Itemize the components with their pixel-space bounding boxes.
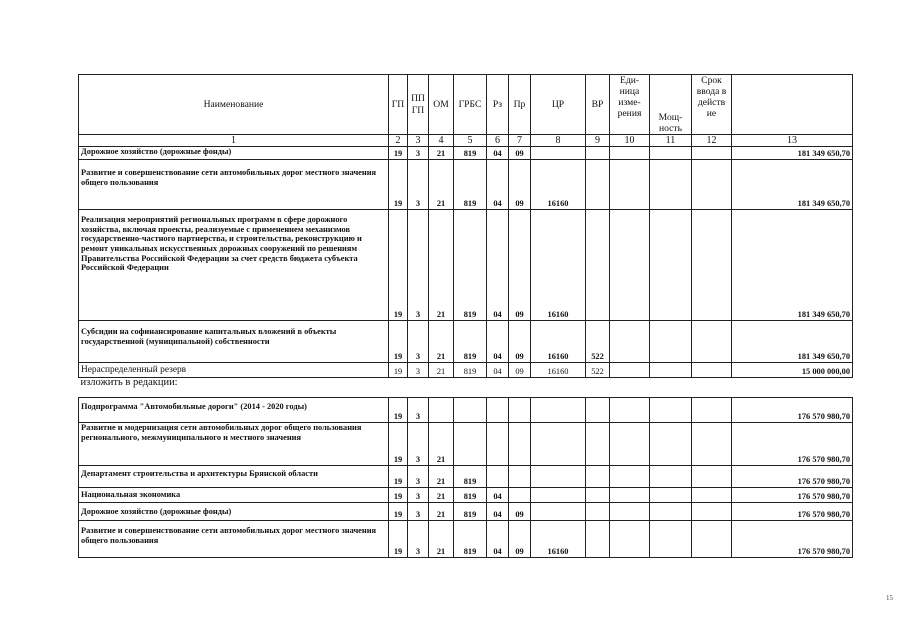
row-term [692, 210, 732, 321]
row-grbs [454, 423, 487, 466]
table-row [79, 521, 853, 558]
row-amount: 181 349 650,70 [732, 210, 853, 321]
col-header-om: ОМ [429, 75, 454, 135]
row-rz: 04 [487, 147, 509, 160]
row-unit [610, 423, 650, 466]
row-rz: 04 [487, 521, 509, 558]
row-vr [586, 466, 610, 488]
row-unit [610, 160, 650, 210]
row-grbs: 819 [454, 210, 487, 321]
row-ppgp: 3 [408, 321, 429, 363]
col-header-ppgp: ПП ГП [408, 75, 429, 135]
row-pr: 09 [509, 363, 531, 378]
column-number: 4 [429, 135, 454, 147]
row-amount: 181 349 650,70 [732, 160, 853, 210]
row-rz [487, 466, 509, 488]
row-om: 21 [429, 488, 454, 503]
column-number: 11 [650, 135, 692, 147]
table-row [79, 210, 853, 321]
row-pr: 09 [509, 160, 531, 210]
row-grbs: 819 [454, 160, 487, 210]
row-amount: 176 570 980,70 [732, 398, 853, 423]
col-header-rz: Рз [487, 75, 509, 135]
column-number: 9 [586, 135, 610, 147]
row-power [650, 521, 692, 558]
row-cs: 16160 [531, 160, 586, 210]
row-vr: 522 [586, 363, 610, 378]
row-om [429, 398, 454, 423]
row-cs [531, 147, 586, 160]
row-pr: 09 [509, 503, 531, 521]
row-vr [586, 147, 610, 160]
row-om: 21 [429, 321, 454, 363]
table-row [79, 363, 853, 378]
row-cs [531, 466, 586, 488]
row-ppgp: 3 [408, 398, 429, 423]
column-number: 13 [732, 135, 853, 147]
row-gp: 19 [389, 398, 408, 423]
header-row [79, 75, 853, 135]
row-ppgp: 3 [408, 160, 429, 210]
row-vr [586, 210, 610, 321]
row-term [692, 160, 732, 210]
row-gp: 19 [389, 210, 408, 321]
row-ppgp: 3 [408, 423, 429, 466]
row-name: Субсидии на софинансирование капитальных вложений в объекты государственной (муниципальной) собственности [79, 321, 389, 363]
row-gp: 19 [389, 321, 408, 363]
row-unit [610, 363, 650, 378]
row-power [650, 160, 692, 210]
row-power [650, 423, 692, 466]
row-name: Развитие и совершенствование сети автомобильных дорог местного значения общего пользования [79, 521, 389, 558]
row-om: 21 [429, 466, 454, 488]
row-rz [487, 423, 509, 466]
row-pr: 09 [509, 521, 531, 558]
table-row [79, 147, 853, 160]
column-number-row [79, 135, 853, 147]
row-gp: 19 [389, 160, 408, 210]
row-unit [610, 321, 650, 363]
row-grbs: 819 [454, 488, 487, 503]
row-amount: 176 570 980,70 [732, 466, 853, 488]
row-amount: 176 570 980,70 [732, 521, 853, 558]
column-number: 2 [389, 135, 408, 147]
row-cs: 16160 [531, 321, 586, 363]
col-header-vr: ВР [586, 75, 610, 135]
row-ppgp: 3 [408, 210, 429, 321]
row-power [650, 488, 692, 503]
row-grbs: 819 [454, 363, 487, 378]
row-om: 21 [429, 423, 454, 466]
row-name: Развитие и модернизация сети автомобильных дорог общего пользования регионального, межмуниципального и местного значения [79, 423, 389, 466]
column-number: 3 [408, 135, 429, 147]
row-cs [531, 503, 586, 521]
row-ppgp: 3 [408, 503, 429, 521]
row-vr: 522 [586, 321, 610, 363]
row-term [692, 466, 732, 488]
row-cs [531, 398, 586, 423]
col-header-power: Мощ- ность [650, 75, 692, 135]
budget-table [78, 74, 853, 558]
column-number: 5 [454, 135, 487, 147]
row-term [692, 363, 732, 378]
table-row [79, 398, 853, 423]
table-row [79, 160, 853, 210]
table-row [79, 321, 853, 363]
row-rz: 04 [487, 321, 509, 363]
row-unit [610, 147, 650, 160]
row-amount: 176 570 980,70 [732, 423, 853, 466]
row-rz: 04 [487, 210, 509, 321]
row-ppgp: 3 [408, 363, 429, 378]
row-grbs: 819 [454, 466, 487, 488]
row-om: 21 [429, 503, 454, 521]
row-amount: 176 570 980,70 [732, 503, 853, 521]
table-row [79, 423, 853, 466]
row-name: Дорожное хозяйство (дорожные фонды) [79, 147, 389, 160]
col-header-grbs: ГРБС [454, 75, 487, 135]
row-term [692, 321, 732, 363]
table-row [79, 466, 853, 488]
row-grbs: 819 [454, 321, 487, 363]
row-power [650, 363, 692, 378]
replacement-note: изложить в редакции: [80, 377, 178, 388]
row-term [692, 398, 732, 423]
row-vr [586, 160, 610, 210]
row-amount: 15 000 000,00 [732, 363, 853, 378]
col-header-unit: Еди- ница изме- рения [610, 75, 650, 135]
row-grbs: 819 [454, 521, 487, 558]
row-rz [487, 398, 509, 423]
row-power [650, 503, 692, 521]
column-number: 1 [79, 135, 389, 147]
row-ppgp: 3 [408, 488, 429, 503]
row-cs: 16160 [531, 210, 586, 321]
row-unit [610, 503, 650, 521]
row-unit [610, 466, 650, 488]
row-amount: 176 570 980,70 [732, 488, 853, 503]
row-unit [610, 210, 650, 321]
row-gp: 19 [389, 488, 408, 503]
row-gp: 19 [389, 521, 408, 558]
table-row [79, 503, 853, 521]
col-header-gp: ГП [389, 75, 408, 135]
row-pr [509, 488, 531, 503]
row-unit [610, 398, 650, 423]
row-grbs: 819 [454, 503, 487, 521]
row-unit [610, 488, 650, 503]
row-pr [509, 466, 531, 488]
row-gp: 19 [389, 147, 408, 160]
row-name: Развитие и совершенствование сети автомобильных дорог местного значения общего пользования [79, 160, 389, 210]
row-om: 21 [429, 521, 454, 558]
col-header-amount [732, 75, 853, 135]
row-gp: 19 [389, 363, 408, 378]
row-term [692, 488, 732, 503]
row-term [692, 503, 732, 521]
column-number: 12 [692, 135, 732, 147]
row-cs: 16160 [531, 363, 586, 378]
row-power [650, 466, 692, 488]
row-pr: 09 [509, 321, 531, 363]
row-om: 21 [429, 210, 454, 321]
row-power [650, 210, 692, 321]
row-pr [509, 398, 531, 423]
row-gp: 19 [389, 466, 408, 488]
row-name: Нераспределенный резерв [79, 363, 389, 378]
row-cs [531, 488, 586, 503]
column-number: 7 [509, 135, 531, 147]
row-vr [586, 521, 610, 558]
row-pr: 09 [509, 210, 531, 321]
row-grbs: 819 [454, 147, 487, 160]
row-unit [610, 521, 650, 558]
row-name: Национальная экономика [79, 488, 389, 503]
row-vr [586, 488, 610, 503]
row-om: 21 [429, 363, 454, 378]
row-om: 21 [429, 147, 454, 160]
row-rz: 04 [487, 160, 509, 210]
row-rz: 04 [487, 503, 509, 521]
row-gp: 19 [389, 503, 408, 521]
col-header-cs: ЦР [531, 75, 586, 135]
row-ppgp: 3 [408, 147, 429, 160]
row-vr [586, 423, 610, 466]
row-gp: 19 [389, 423, 408, 466]
col-header-term: Срок ввода в действ ие [692, 75, 732, 135]
row-amount: 181 349 650,70 [732, 321, 853, 363]
row-cs: 16160 [531, 521, 586, 558]
row-power [650, 398, 692, 423]
row-vr [586, 398, 610, 423]
row-grbs [454, 398, 487, 423]
row-ppgp: 3 [408, 521, 429, 558]
row-rz: 04 [487, 363, 509, 378]
page-number: 15 [886, 594, 893, 602]
table-row [79, 488, 853, 503]
row-name: Подпрограмма "Автомобильные дороги" (2014 - 2020 годы) [79, 398, 389, 423]
row-power [650, 321, 692, 363]
row-term [692, 423, 732, 466]
column-number: 6 [487, 135, 509, 147]
row-power [650, 147, 692, 160]
row-ppgp: 3 [408, 466, 429, 488]
row-name: Дорожное хозяйство (дорожные фонды) [79, 503, 389, 521]
row-om: 21 [429, 160, 454, 210]
row-name: Департамент строительства и архитектуры Брянской области [79, 466, 389, 488]
row-vr [586, 503, 610, 521]
col-header-pr: Пр [509, 75, 531, 135]
note-row [79, 378, 853, 398]
column-number: 8 [531, 135, 586, 147]
row-amount: 181 349 650,70 [732, 147, 853, 160]
row-term [692, 521, 732, 558]
row-cs [531, 423, 586, 466]
column-number: 10 [610, 135, 650, 147]
row-name: Реализация мероприятий региональных программ в сфере дорожного хозяйства, включая проекты, реализуемые с применением механизмов государственно-частного партнерства, и строительства, реконструкцию и ремонт уникальных искусственных дорожных сооружений по решениям Правительства Российской Федерации за счет средств бюджета субъекта Российской Федерации [79, 210, 389, 321]
row-rz: 04 [487, 488, 509, 503]
row-pr: 09 [509, 147, 531, 160]
col-header-name: Наименование [79, 75, 389, 135]
row-term [692, 147, 732, 160]
row-pr [509, 423, 531, 466]
